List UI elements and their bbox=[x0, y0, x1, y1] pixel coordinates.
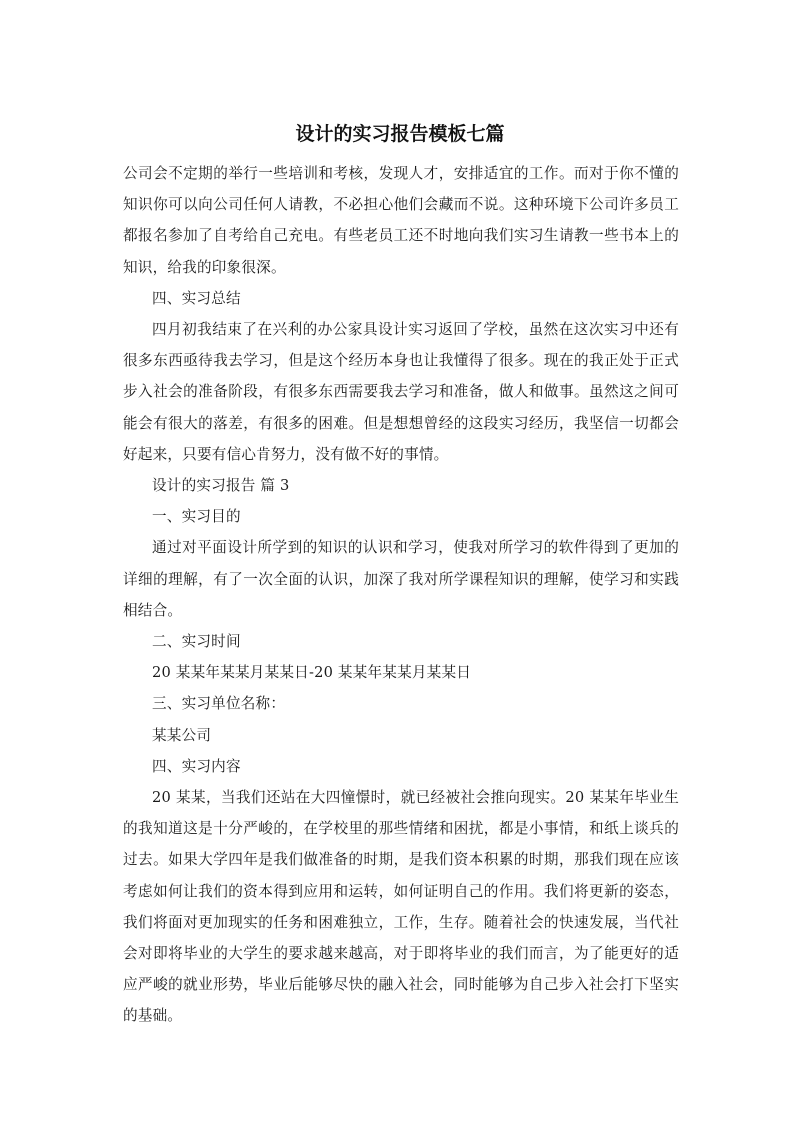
paragraph: 20 某某年某某月某某日-20 某某年某某月某某日 bbox=[152, 664, 472, 682]
paragraph: 一、实习目的 bbox=[152, 508, 241, 526]
paragraph: 通过对平面设计所学到的知识的认识和学习，使我对所学习的软件得到了更加的详细的理解，有了一次全面的认识，加深了我对所学课程知识的理解，使学习和实践相结合。 bbox=[123, 539, 679, 619]
paragraph: 公司会不定期的举行一些培训和考核，发现人才，安排适宜的工作。而对于你不懂的知识你可以向公司任何人请教，不必担心他们会藏而不说。这种环境下公司许多员工都报名参加了自考给自己充电。有些老员工还不时地向我们实习生请教一些书本上的知识，给我的印象很深。 bbox=[123, 165, 679, 276]
document-body bbox=[123, 158, 679, 1032]
paragraph: 四月初我结束了在兴利的办公家具设计实习返回了学校，虽然在这次实习中还有很多东西亟待我去学习，但是这个经历本身也让我懂得了很多。现在的我正处于正式步入社会的准备阶段，有很多东西需要我去学习和准备，做人和做事。虽然这之间可能会有很大的落差，有很多的困难。但是想想曾经的这段实习经历，我坚信一切都会好起来，只要有信心肯努力，没有做不好的事情。 bbox=[123, 321, 679, 463]
paragraph: 某某公司 bbox=[152, 726, 212, 744]
paragraph: 设计的实习报告 篇 3 bbox=[152, 477, 290, 495]
paragraph: 四、实习内容 bbox=[152, 757, 241, 775]
paragraph: 三、实习单位名称： bbox=[152, 695, 286, 713]
paragraph: 20 某某，当我们还站在大四憧憬时，就已经被社会推向现实。20 某某年毕业生的我知道这是十分严峻的，在学校里的那些情绪和困扰，都是小事情，和纸上谈兵的过去。如果大学四年是我们做准备的时期，是我们资本积累的时期，那我们现在应该考虑如何让我们的资本得到应用和运转，如何证明自己的作用。我们将更新的姿态，我们将面对更加现实的任务和困难独立，工作，生存。随着社会的快速发展，当代社会对即将毕业的大学生的要求越来越高，对于即将毕业的我们而言，为了能更好的适应严峻的就业形势，毕业后能够尽快的融入社会，同时能够为自己步入社会打下坚实的基础。 bbox=[123, 789, 679, 1025]
paragraph: 二、实习时间 bbox=[152, 633, 241, 651]
document-title: 设计的实习报告模板七篇 bbox=[295, 123, 505, 145]
paragraph: 四、实习总结 bbox=[152, 289, 241, 307]
